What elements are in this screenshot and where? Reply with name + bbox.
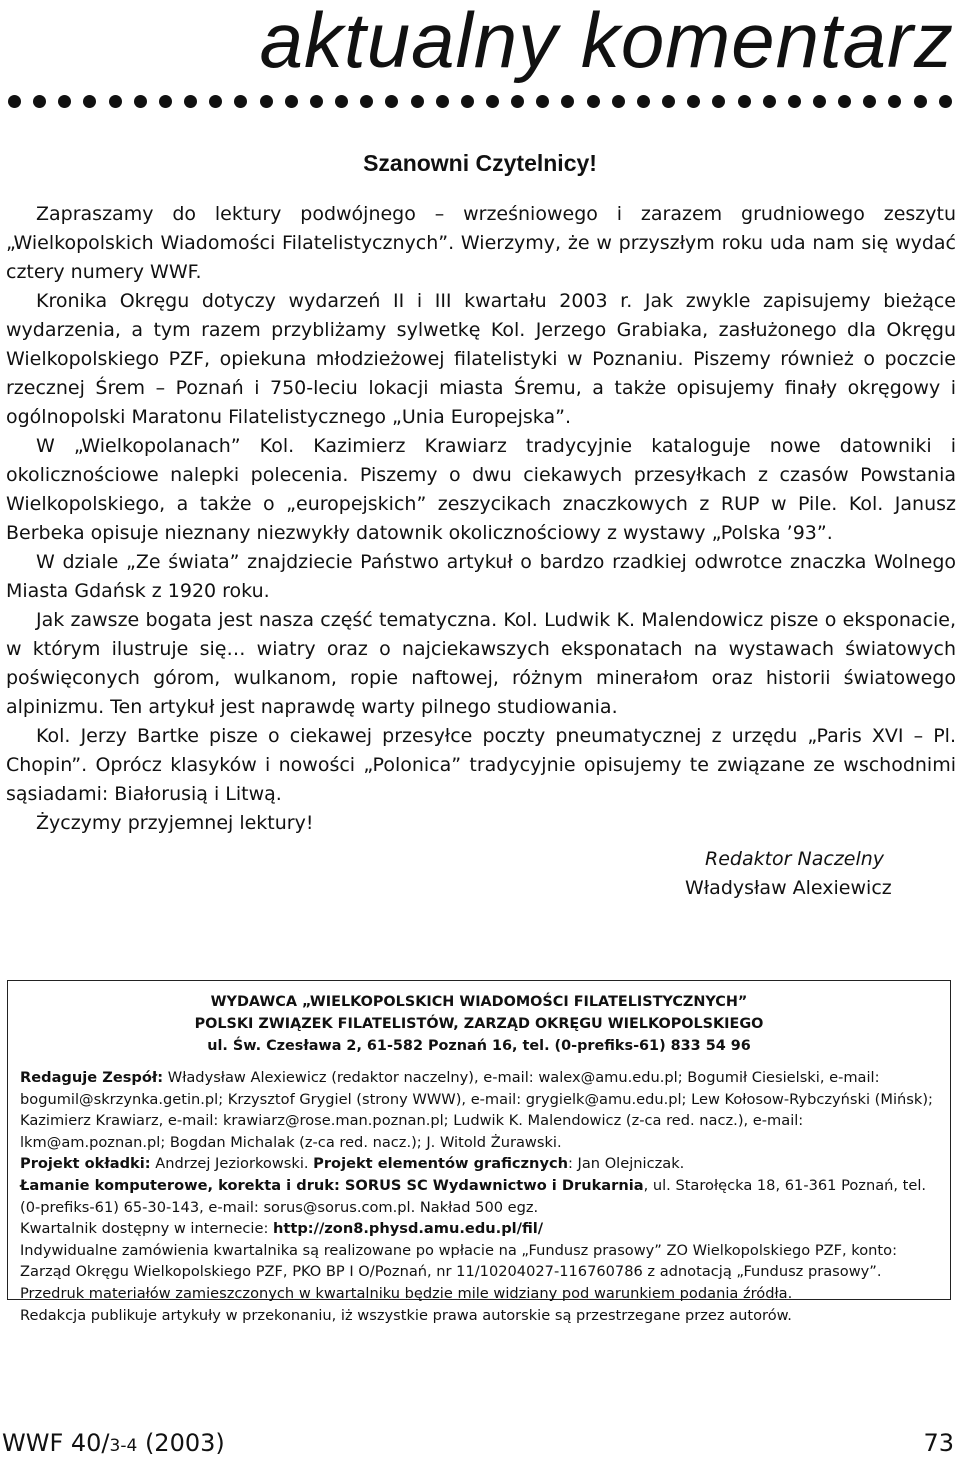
body-paragraph: Kronika Okręgu dotyczy wydarzeń II i III kwartału 2003 r. Jak zwykle zapisujemy bieżące wydarzenia, a tym razem przybliżamy sylwetkę Kol. Jerzego Grabiaka, zasłużonego dla Okręgu Wielkopolskiego PZF, opiekuna młodzieżowej filatelistyki w Poznaniu. Piszemy również o poczcie rzecznej Śrem – Poznań i 750-leciu lokacji miasta Śremu, a także opisujemy finały okręgowy i ogólnopolski Maratonu Filatelistycznego „Unia Europejska”.	[6, 290, 956, 428]
divider-dot	[712, 95, 725, 108]
publisher-header	[20, 991, 938, 1057]
editorial-body	[6, 200, 956, 838]
divider-dot	[536, 95, 549, 108]
divider-dot	[360, 95, 373, 108]
divider-dot	[8, 95, 21, 108]
divider-dot	[109, 95, 122, 108]
divider-dot	[637, 95, 650, 108]
printing-label: Łamanie komputerowe, korekta i druk: SORUS SC Wydawnictwo i Drukarnia	[20, 1176, 644, 1194]
body-paragraph: Kol. Jerzy Bartke pisze o ciekawej przesyłce poczty pneumatycznej z urzędu „Paris XVI – Pl. Chopin”. Oprócz klasyków i nowości „Polonica” tradycyjnie opisujemy te związane ze wschodnimi sąsiadami: Białorusią i Litwą.	[6, 725, 956, 805]
divider-dot	[260, 95, 273, 108]
divider-dot	[486, 95, 499, 108]
divider-dot	[511, 95, 524, 108]
publisher-line: ul. Św. Czesława 2, 61-582 Poznań 16, tel. (0-prefiks-61) 833 54 96	[207, 1038, 751, 1054]
online-availability	[20, 1218, 938, 1240]
reprint-note: Przedruk materiałów zamieszczonych w kwartalniku będzie mile widziany pod warunkiem podania źródła.	[20, 1284, 793, 1302]
divider-dot	[687, 95, 700, 108]
body-paragraph: Jak zawsze bogata jest nasza część tematyczna. Kol. Ludwik K. Malendowicz pisze o eksponacie, w którym ilustruje się… wiatry oraz o najciekawszych eksponatach na wystawach światowych poświęconych górom, wulkanom, ropie naftowej, różnym minerałom oraz historii światowego alpinizmu. Ten artykuł jest naprawdę warty pilnego studiowania.	[6, 609, 956, 718]
divider-dot	[888, 95, 901, 108]
divider-dot	[411, 95, 424, 108]
website-link[interactable]: http://zon8.physd.amu.edu.pl/fil/	[273, 1220, 544, 1238]
divider-dot	[738, 95, 751, 108]
divider-dot	[184, 95, 197, 108]
divider-dot	[83, 95, 96, 108]
divider-dot	[939, 95, 952, 108]
divider-dot	[813, 95, 826, 108]
publisher-line: WYDAWCA „WIELKOPOLSKICH WIADOMOŚCI FILATELISTYCZNYCH”	[210, 994, 748, 1010]
divider-dot	[385, 95, 398, 108]
issue-number: 3-4	[109, 1436, 138, 1456]
divider-dot	[863, 95, 876, 108]
signature-role: Redaktor Naczelny	[705, 848, 885, 870]
divider-dot	[587, 95, 600, 108]
divider-dot	[285, 95, 298, 108]
issue-prefix: WWF 40/	[2, 1429, 110, 1457]
page-title: aktualny komentarz	[259, 0, 954, 84]
online-text: Kwartalnik dostępny w internecie:	[20, 1220, 274, 1238]
cover-design-text: Andrzej Jeziorkowski.	[150, 1155, 314, 1173]
body-paragraph: W „Wielkopolanach” Kol. Kazimierz Krawiarz tradycyjnie kataloguje nowe datowniki i okolicznościowe nalepki polecenia. Piszemy o dwu ciekawych przesyłkach z czasów Powstania Wielkopolskiego, a także o „europejskich” zeszycikach znaczkowych z RUP w Pile. Kol. Janusz Berbeka opisuje nieznany niezwykły datownik okolicznościowy z wystawy „Polska ’93”.	[6, 435, 956, 544]
copyright-disclaimer: Redakcja publikuje artykuły w przekonaniu, iż wszystkie prawa autorskie są przestrzegane przez autorów.	[20, 1306, 792, 1324]
printing-credits	[20, 1175, 938, 1218]
editorial-team-label: Redaguje Zespół:	[20, 1069, 164, 1086]
body-paragraph: Zapraszamy do lektury podwójnego – wrześniowego i zarazem grudniowego zeszytu „Wielkopolskich Wiadomości Filatelistycznych”. Wierzymy, że w przyszłym roku uda nam się wydać cztery numery WWF.	[6, 203, 956, 283]
divider-dot	[838, 95, 851, 108]
divider-dot	[612, 95, 625, 108]
divider-dot	[134, 95, 147, 108]
divider-dot	[436, 95, 449, 108]
imprint-box	[7, 980, 951, 1324]
divider-dot	[763, 95, 776, 108]
printing-text: , ul. Starołęcka 18, 61-361 Poznań, tel. (0-prefiks-61) 65-30-143, e-mail: sorus@sorus.com.pl. Nakład 500 egz.	[20, 1176, 927, 1216]
greeting-heading: Szanowni Czytelnicy!	[363, 150, 597, 176]
editorial-team	[20, 1067, 938, 1153]
divider-dot	[310, 95, 323, 108]
divider-dot	[662, 95, 675, 108]
dotted-divider	[8, 92, 952, 110]
divider-dot	[788, 95, 801, 108]
divider-dot	[335, 95, 348, 108]
divider-dot	[461, 95, 474, 108]
divider-dot	[58, 95, 71, 108]
issue-year: (2003)	[137, 1429, 225, 1457]
graphics-design-label: Projekt elementów graficznych	[313, 1155, 568, 1173]
divider-dot	[209, 95, 222, 108]
divider-dot	[159, 95, 172, 108]
divider-dot	[234, 95, 247, 108]
design-credits	[20, 1153, 938, 1175]
body-paragraph: Życzymy przyjemnej lektury!	[36, 812, 314, 834]
signature-name: Władysław Alexiewicz	[685, 877, 892, 899]
editorial-team-text: Władysław Alexiewicz (redaktor naczelny), e-mail: walex@amu.edu.pl; Bogumił Ciesielski, e-mail: bogumil@skrzynka.getin.pl; Krzysztof Grygiel (strony WWW), e-mail: grygielk@amu.edu.pl; Lew Kołosow-Rybczyński (Mińsk); Kazimierz Krawiarz, e-mail: krawiarz@rose.man.poznan.pl; Ludwik K. Malendowicz (z-ca red. nacz.), e-mail: lkm@am.poznan.pl; Bogdan Michalak (z-ca red. nacz.); J. Witold Żurawski.	[20, 1069, 933, 1151]
orders-info: Indywidualne zamówienia kwartalnika są realizowane po wpłacie na „Fundusz prasowy” ZO Wielkopolskiego PZF, konto: Zarząd Okręgu Wielkopolskiego PZF, PKO BP I O/Poznań, nr 11/10204027-116760786 z adnotacją „Fundusz prasowy”.	[20, 1241, 897, 1281]
issue-info	[2, 1428, 225, 1461]
signature-block	[600, 845, 960, 903]
divider-dot	[33, 95, 46, 108]
cover-design-label: Projekt okładki:	[20, 1155, 151, 1173]
divider-dot	[561, 95, 574, 108]
publisher-line: POLSKI ZWIĄZEK FILATELISTÓW, ZARZĄD OKRĘGU WIELKOPOLSKIEGO	[194, 1016, 764, 1032]
graphics-design-text: : Jan Olejniczak.	[568, 1155, 685, 1173]
body-paragraph: W dziale „Ze świata” znajdziecie Państwo artykuł o bardzo rzadkiej odwrotce znaczka Wolnego Miasta Gdańsk z 1920 roku.	[6, 551, 956, 602]
page-number: 73	[923, 1429, 954, 1457]
divider-dot	[914, 95, 927, 108]
